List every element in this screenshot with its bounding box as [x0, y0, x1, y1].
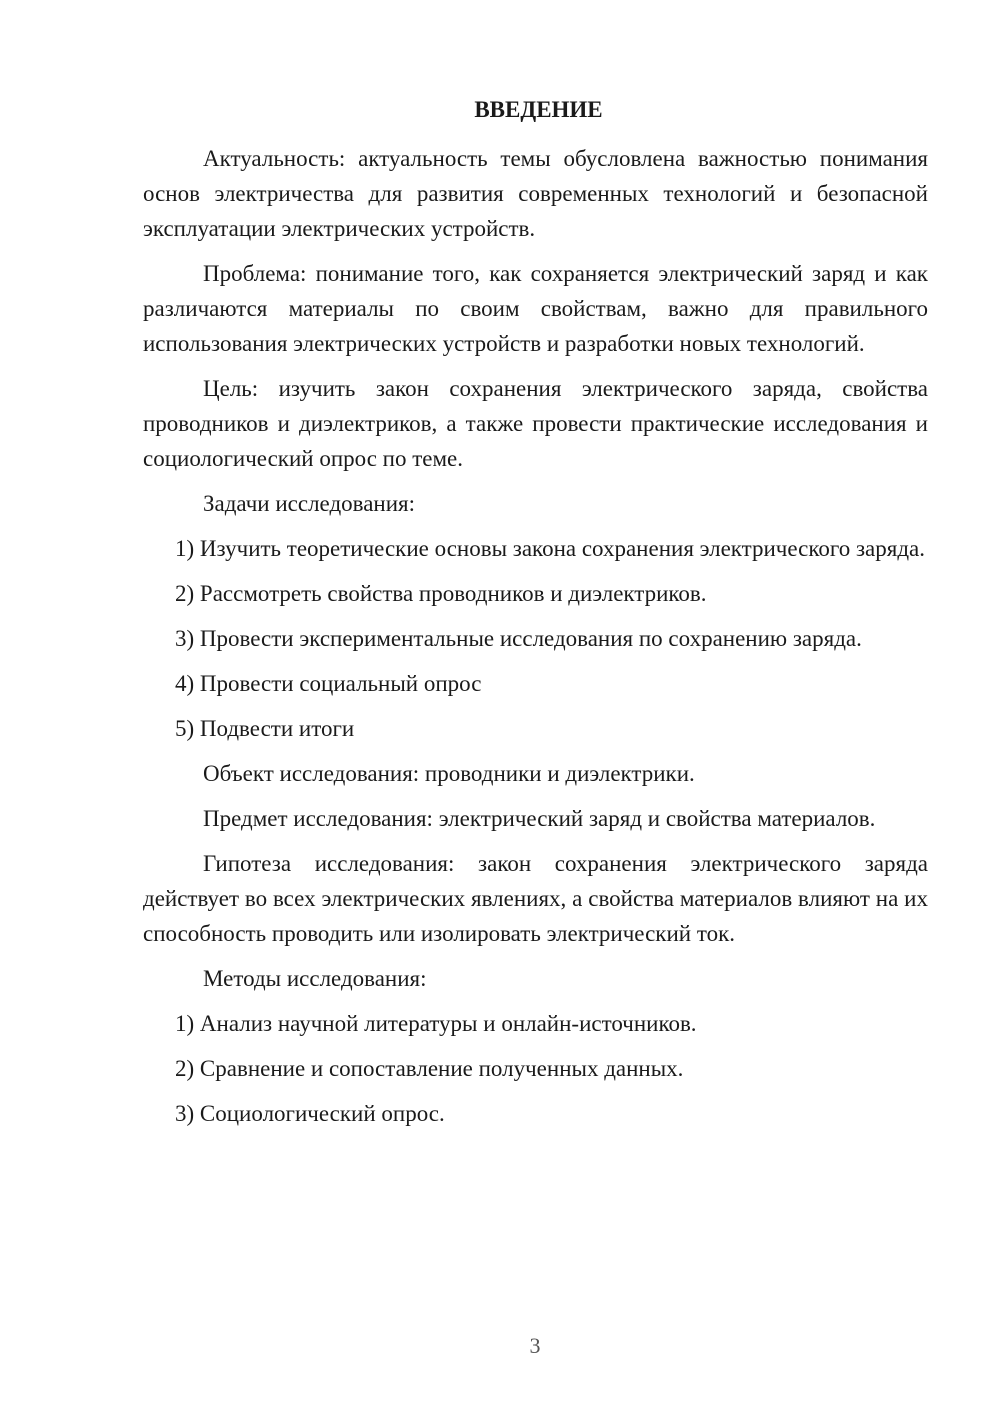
page-content	[143, 95, 928, 1141]
subject-paragraph: Предмет исследования: электрический заряд и свойства материалов.	[203, 806, 876, 831]
tasks-heading: Задачи исследования:	[203, 491, 416, 516]
task-item-5: 5) Подвести итоги	[175, 716, 355, 741]
task-item-4: 4) Провести социальный опрос	[175, 671, 482, 696]
problem-paragraph: Проблема: понимание того, как сохраняется электрический заряд и как различаются материалы по своим свойствам, важно для правильного использования электрических устройств и разработки новых технологий.	[143, 261, 928, 356]
task-item-2: 2) Рассмотреть свойства проводников и диэлектриков.	[175, 581, 707, 606]
method-item-1: 1) Анализ научной литературы и онлайн-источников.	[175, 1011, 697, 1036]
task-item-1: 1) Изучить теоретические основы закона сохранения электрического заряда.	[175, 536, 926, 561]
page-number: 3	[529, 1333, 541, 1358]
goal-paragraph: Цель: изучить закон сохранения электрического заряда, свойства проводников и диэлектриков, а также провести практические исследования и социологический опрос по теме.	[143, 376, 928, 471]
methods-heading: Методы исследования:	[203, 966, 427, 991]
task-item-3: 3) Провести экспериментальные исследования по сохранению заряда.	[175, 626, 862, 651]
relevance-paragraph: Актуальность: актуальность темы обусловлена важностью понимания основ электричества для развития современных технологий и безопасной эксплуатации электрических устройств.	[143, 146, 928, 241]
object-paragraph: Объект исследования: проводники и диэлектрики.	[203, 761, 695, 786]
method-item-2: 2) Сравнение и сопоставление полученных данных.	[175, 1056, 684, 1081]
page-title: ВВЕДЕНИЕ	[474, 97, 603, 122]
method-item-3: 3) Социологический опрос.	[175, 1101, 445, 1126]
hypothesis-paragraph: Гипотеза исследования: закон сохранения электрического заряда действует во всех электрических явлениях, а свойства материалов влияют на их способность проводить или изолировать электрический ток.	[143, 851, 928, 946]
